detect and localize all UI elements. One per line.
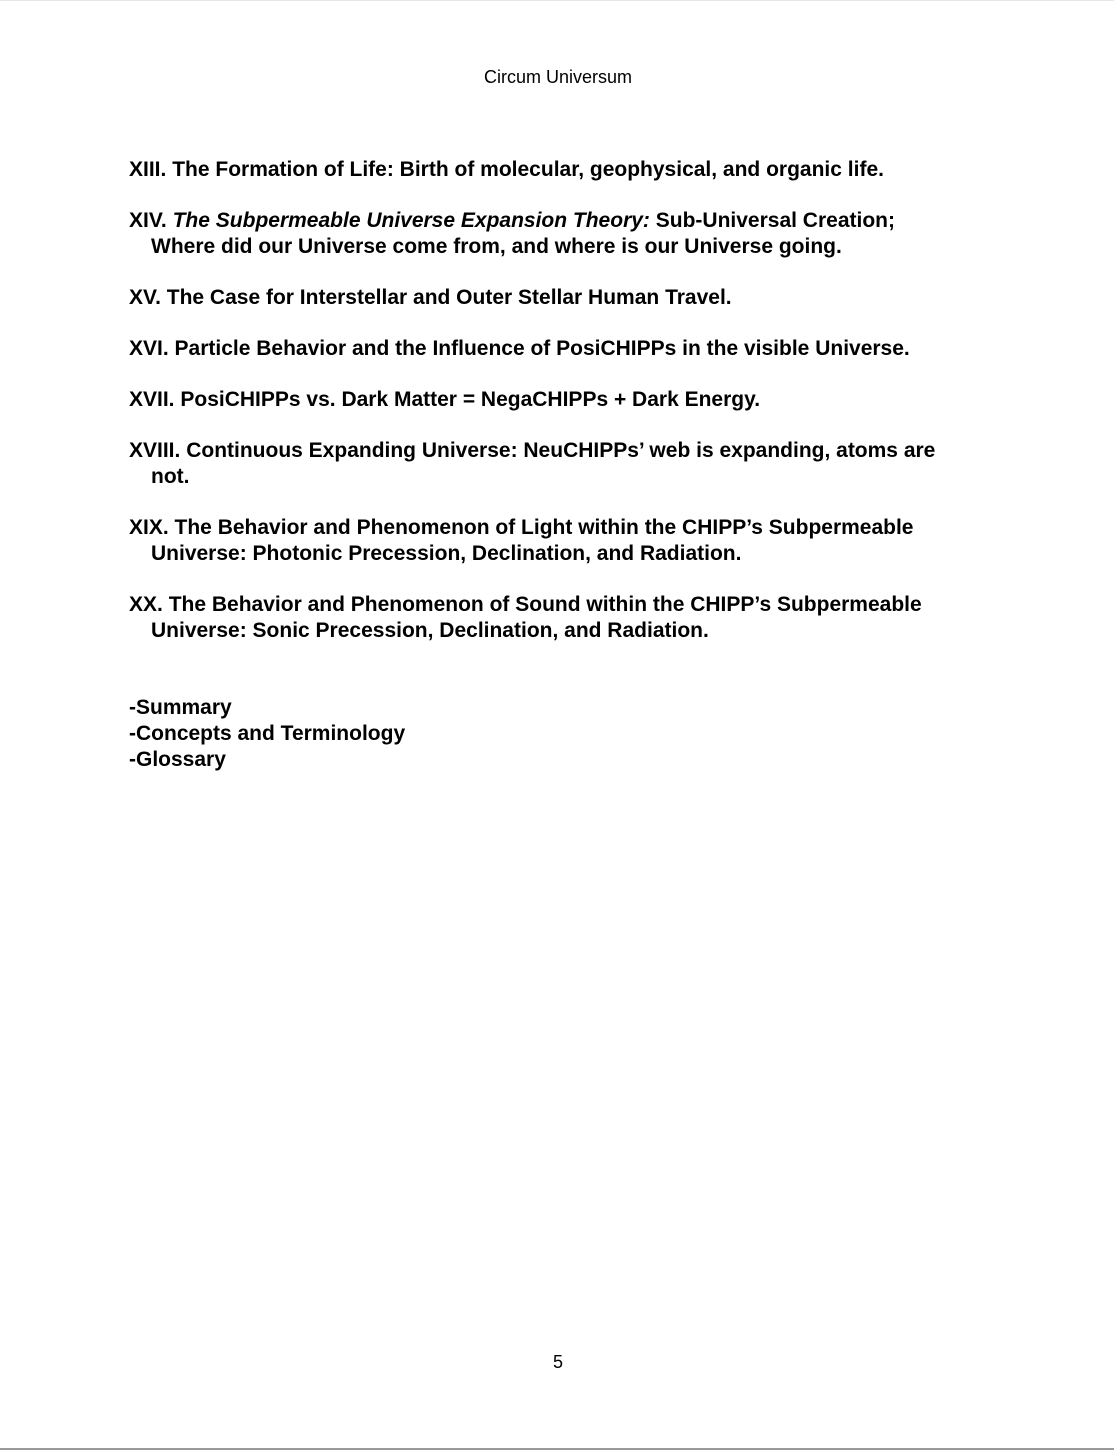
- toc-entry-continuation: Universe: Photonic Precession, Declination, and Radiation.: [151, 542, 742, 565]
- toc-entry-xiii: [129, 157, 989, 183]
- toc-entry-title: PosiCHIPPs vs. Dark Matter = NegaCHIPPs + Dark Energy.: [180, 388, 761, 411]
- back-matter-list: [129, 695, 405, 773]
- toc-entry-continuation: not.: [151, 465, 190, 488]
- toc-entry-continuation: Where did our Universe come from, and where is our Universe going.: [151, 235, 842, 258]
- toc-entry-xix: [129, 515, 989, 567]
- toc-entry-title: Particle Behavior and the Influence of PosiCHIPPs in the visible Universe.: [174, 337, 910, 360]
- toc-entry-number: XV.: [129, 286, 161, 309]
- toc-entry-title: The Case for Interstellar and Outer Stellar Human Travel.: [166, 286, 732, 309]
- toc-entry-number: XIX.: [129, 516, 169, 539]
- toc-entry-xv: [129, 285, 989, 311]
- toc-entry-number: XX.: [129, 593, 163, 616]
- toc-entry-xiv: [129, 208, 989, 260]
- toc-entry-number: XVIII.: [129, 439, 181, 462]
- toc-entry-title: The Formation of Life: Birth of molecular, geophysical, and organic life.: [172, 158, 884, 181]
- toc-entry-title: Sub-Universal Creation;: [655, 209, 895, 232]
- toc-entry-number: XIV.: [129, 209, 167, 232]
- toc-entry-title: Continuous Expanding Universe: NeuCHIPPs’ web is expanding, atoms are: [186, 439, 936, 462]
- toc-entry-continuation: Universe: Sonic Precession, Declination, and Radiation.: [151, 619, 709, 642]
- page-number: 5: [552, 1352, 563, 1372]
- toc-entry-number: XVII.: [129, 388, 175, 411]
- toc-entry-xvii: [129, 387, 989, 413]
- back-matter-glossary: -Glossary: [129, 748, 226, 771]
- back-matter-concepts: -Concepts and Terminology: [129, 722, 406, 745]
- toc-entry-xviii: [129, 438, 989, 490]
- toc-entry-italic-title: The Subpermeable Universe Expansion Theory:: [172, 209, 650, 232]
- toc-entry-title: The Behavior and Phenomenon of Light within the CHIPP’s Subpermeable: [174, 516, 914, 539]
- toc-entry-number: XVI.: [129, 337, 169, 360]
- toc-entry-number: XIII.: [129, 158, 167, 181]
- running-header: Circum Universum: [483, 67, 633, 87]
- toc-entry-xvi: [129, 336, 989, 362]
- back-matter-summary: -Summary: [129, 696, 232, 719]
- toc-entry-title: The Behavior and Phenomenon of Sound within the CHIPP’s Subpermeable: [168, 593, 922, 616]
- toc-entry-xx: [129, 592, 989, 644]
- table-of-contents: [129, 157, 989, 669]
